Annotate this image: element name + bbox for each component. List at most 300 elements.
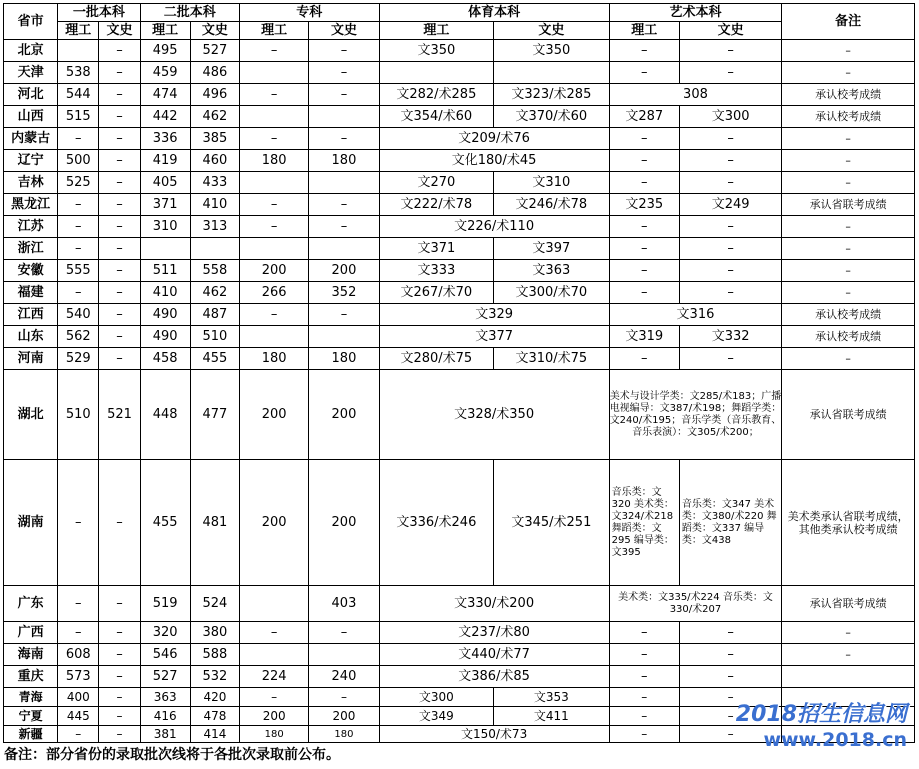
cell-p: 安徽 (4, 260, 58, 282)
table-row (4, 260, 915, 282)
table-row (4, 194, 915, 216)
cell-b2l: 527 (190, 40, 239, 62)
cell-as: – (609, 62, 679, 84)
cell-p: 吉林 (4, 172, 58, 194)
cell-b2s: 419 (140, 150, 190, 172)
cell-b2l: 420 (190, 688, 239, 707)
table-row (4, 128, 915, 150)
cell-p: 山西 (4, 106, 58, 128)
cell-al: 文249 (679, 194, 781, 216)
cell-spl: 文353 (494, 688, 610, 707)
table-row (4, 216, 915, 238)
cell-b1l: – (99, 586, 140, 622)
cell-al: – (679, 282, 781, 304)
cell-b1l: – (99, 688, 140, 707)
cell-r: – (782, 40, 915, 62)
cell-b1s: 540 (58, 304, 99, 326)
cell-zs: 200 (240, 370, 309, 460)
header-province: 省市 (4, 4, 58, 40)
cell-al: – (679, 726, 781, 743)
cell-b2s: 474 (140, 84, 190, 106)
cell-b1s (58, 40, 99, 62)
cell-b1l: – (99, 62, 140, 84)
header-science: 理工 (379, 22, 493, 40)
header-batch2: 二批本科 (140, 4, 239, 22)
cell-b1s: 445 (58, 707, 99, 726)
cell-as: – (609, 707, 679, 726)
cell-p: 青海 (4, 688, 58, 707)
header-remark: 备注 (782, 4, 915, 40)
cell-b1s: – (58, 194, 99, 216)
header-liberal: 文史 (99, 22, 140, 40)
cell-r: 承认校考成绩 (782, 84, 915, 106)
cell-sp: 文237/术80 (379, 622, 609, 644)
cell-as: 文235 (609, 194, 679, 216)
cell-al: 文300 (679, 106, 781, 128)
cell-zl: 403 (309, 586, 379, 622)
cell-b2s: 511 (140, 260, 190, 282)
cell-a: 308 (609, 84, 782, 106)
cell-al: – (679, 128, 781, 150)
cell-r: – (782, 348, 915, 370)
cell-p: 广西 (4, 622, 58, 644)
cell-zs: – (240, 688, 309, 707)
cell-p: 江苏 (4, 216, 58, 238)
cell-al: – (679, 348, 781, 370)
cell-b1l: – (99, 128, 140, 150)
watermark-url: www.2018.cn (763, 729, 907, 751)
cell-b1s: – (58, 586, 99, 622)
cell-b1l: – (99, 348, 140, 370)
cell-r: 承认省联考成绩 (782, 370, 915, 460)
cell-b2l: 481 (190, 460, 239, 586)
table-row (4, 106, 915, 128)
cell-b2s: 320 (140, 622, 190, 644)
cell-spl: 文370/术60 (494, 106, 610, 128)
cell-b1l: – (99, 622, 140, 644)
cell-al: – (679, 707, 781, 726)
cell-a: 美术与设计学类：文285/术183；广播电视编导：文387/术198；舞蹈学类：文240/术195；音乐学类（音乐教育、音乐表演）：文305/术200； (609, 370, 782, 460)
cell-b2l: 313 (190, 216, 239, 238)
cell-as: – (609, 644, 679, 666)
cell-b1l: – (99, 84, 140, 106)
cell-spl (494, 62, 610, 84)
cell-b1l: – (99, 707, 140, 726)
cell-al: 文332 (679, 326, 781, 348)
cell-as: – (609, 128, 679, 150)
cell-b2l: 385 (190, 128, 239, 150)
cell-b1s: 555 (58, 260, 99, 282)
cell-p: 浙江 (4, 238, 58, 260)
cell-b2s: 459 (140, 62, 190, 84)
cell-al: – (679, 216, 781, 238)
cell-b1s: – (58, 726, 99, 743)
cell-b2s: 336 (140, 128, 190, 150)
header-sports: 体育本科 (379, 4, 609, 22)
cell-sps: 文280/术75 (379, 348, 493, 370)
cell-al: – (679, 688, 781, 707)
cell-zs (240, 238, 309, 260)
cell-b2s: 455 (140, 460, 190, 586)
cell-zl: 200 (309, 460, 379, 586)
cell-b1s: 400 (58, 688, 99, 707)
cell-b1s: 562 (58, 326, 99, 348)
cell-p: 北京 (4, 40, 58, 62)
cell-al: – (679, 622, 781, 644)
cell-b2s: 442 (140, 106, 190, 128)
cell-zs: 266 (240, 282, 309, 304)
cell-zl: – (309, 622, 379, 644)
cell-sps: 文336/术246 (379, 460, 493, 586)
table-row (4, 460, 915, 586)
cell-zl (309, 106, 379, 128)
cell-p: 内蒙古 (4, 128, 58, 150)
cell-spl: 文397 (494, 238, 610, 260)
cell-sps: 文349 (379, 707, 493, 726)
header-science: 理工 (240, 22, 309, 40)
cell-b1l: – (99, 726, 140, 743)
cell-zl: 240 (309, 666, 379, 688)
cell-p: 福建 (4, 282, 58, 304)
cell-as: 文319 (609, 326, 679, 348)
cell-r: 承认省联考成绩 (782, 586, 915, 622)
cell-b1l: – (99, 666, 140, 688)
cell-sps (379, 62, 493, 84)
cell-p: 重庆 (4, 666, 58, 688)
header-science: 理工 (609, 22, 679, 40)
cell-spl: 文345/术251 (494, 460, 610, 586)
table-row (4, 586, 915, 622)
cell-r: – (782, 128, 915, 150)
cell-zl: – (309, 84, 379, 106)
cell-zl: – (309, 128, 379, 150)
cell-b1l: – (99, 216, 140, 238)
cell-b1s: – (58, 216, 99, 238)
cell-as: 文287 (609, 106, 679, 128)
cell-spl: 文310/术75 (494, 348, 610, 370)
cell-zl: 200 (309, 707, 379, 726)
cell-r: – (782, 644, 915, 666)
header-science: 理工 (58, 22, 99, 40)
table-row (4, 326, 915, 348)
table-row (4, 62, 915, 84)
cell-zs (240, 586, 309, 622)
footnote: 备注：部分省份的录取批次线将于各批次录取前公布。 (4, 747, 340, 763)
table-row (4, 40, 915, 62)
cell-sp: 文386/术85 (379, 666, 609, 688)
cell-b2l: 380 (190, 622, 239, 644)
table-row (4, 150, 915, 172)
cell-zl: – (309, 216, 379, 238)
table-row (4, 666, 915, 688)
cell-b2s (140, 238, 190, 260)
cell-b2s: 490 (140, 326, 190, 348)
cell-b1s: – (58, 282, 99, 304)
cell-b2s: 490 (140, 304, 190, 326)
cell-as: – (609, 238, 679, 260)
cell-b2l: 410 (190, 194, 239, 216)
cell-as: – (609, 40, 679, 62)
header-liberal: 文史 (309, 22, 379, 40)
cell-sp: 文化180/术45 (379, 150, 609, 172)
cell-b2s: 448 (140, 370, 190, 460)
cell-as: – (609, 172, 679, 194)
cell-zs: 180 (240, 150, 309, 172)
cell-spl: 文350 (494, 40, 610, 62)
cell-p: 广东 (4, 586, 58, 622)
cell-b1l: – (99, 194, 140, 216)
cell-zl: – (309, 40, 379, 62)
cell-sps: 文371 (379, 238, 493, 260)
cell-b1s: – (58, 128, 99, 150)
cell-zl (309, 238, 379, 260)
cell-zs: – (240, 84, 309, 106)
cell-zs: – (240, 40, 309, 62)
cell-r: – (782, 62, 915, 84)
cell-p: 新疆 (4, 726, 58, 743)
cell-a: 文316 (609, 304, 782, 326)
header-zhuanke: 专科 (240, 4, 380, 22)
cell-spl: 文363 (494, 260, 610, 282)
cell-b2l: 510 (190, 326, 239, 348)
cell-p: 海南 (4, 644, 58, 666)
cell-b2l: 433 (190, 172, 239, 194)
cell-sps: 文282/术285 (379, 84, 493, 106)
cell-r: 承认省联考成绩 (782, 194, 915, 216)
cell-al: – (679, 260, 781, 282)
cell-p: 湖北 (4, 370, 58, 460)
cell-al: – (679, 238, 781, 260)
cell-b1s: 525 (58, 172, 99, 194)
table-row (4, 84, 915, 106)
cell-zl (309, 172, 379, 194)
cell-sp: 文150/术73 (379, 726, 609, 743)
cell-b1s: 608 (58, 644, 99, 666)
cell-zs: 180 (240, 348, 309, 370)
cell-b1s: 529 (58, 348, 99, 370)
cell-zl: – (309, 194, 379, 216)
cell-b2s: 410 (140, 282, 190, 304)
cell-zl: 200 (309, 370, 379, 460)
cell-al: – (679, 150, 781, 172)
cell-b1l: – (99, 304, 140, 326)
cell-zs: 200 (240, 460, 309, 586)
cell-sp: 文330/术200 (379, 586, 609, 622)
cell-b2l: 486 (190, 62, 239, 84)
cell-sp: 文377 (379, 326, 609, 348)
table-row (4, 644, 915, 666)
cell-b1s: – (58, 460, 99, 586)
cell-as: – (609, 688, 679, 707)
cell-b1l: – (99, 106, 140, 128)
cell-b2l: 558 (190, 260, 239, 282)
cell-b1s: 515 (58, 106, 99, 128)
cell-p: 宁夏 (4, 707, 58, 726)
cell-sps: 文350 (379, 40, 493, 62)
cell-b1l: – (99, 150, 140, 172)
cell-zs: 200 (240, 707, 309, 726)
cell-zl (309, 326, 379, 348)
cell-zl: 180 (309, 726, 379, 743)
cell-sps: 文222/术78 (379, 194, 493, 216)
cell-al: – (679, 172, 781, 194)
cell-b2l: 414 (190, 726, 239, 743)
cell-zs: – (240, 128, 309, 150)
cell-sps: 文267/术70 (379, 282, 493, 304)
cell-b2l: 487 (190, 304, 239, 326)
cell-sps: 文333 (379, 260, 493, 282)
cell-r: – (782, 622, 915, 644)
cell-zs: – (240, 622, 309, 644)
cell-zl: 352 (309, 282, 379, 304)
cell-as: – (609, 622, 679, 644)
cell-b2s: 381 (140, 726, 190, 743)
cell-p: 山东 (4, 326, 58, 348)
cell-al: – (679, 62, 781, 84)
cell-b2l: 462 (190, 282, 239, 304)
cell-r: 承认校考成绩 (782, 326, 915, 348)
cell-r: 承认校考成绩 (782, 106, 915, 128)
cell-b2s: 527 (140, 666, 190, 688)
table-row (4, 622, 915, 644)
cell-spl: 文300/术70 (494, 282, 610, 304)
cell-zl: – (309, 304, 379, 326)
cell-b1l: 521 (99, 370, 140, 460)
cell-b2s: 495 (140, 40, 190, 62)
cell-al: 音乐类：文347 美术类：文380/术220 舞蹈类：文337 编导类：文438 (679, 460, 781, 586)
cell-zs: – (240, 216, 309, 238)
cell-r: 美术类承认省联考成绩，其他类承认校考成绩 (782, 460, 915, 586)
cell-zl: 180 (309, 150, 379, 172)
cell-b1s: 538 (58, 62, 99, 84)
cell-spl: 文310 (494, 172, 610, 194)
cell-b1l: – (99, 260, 140, 282)
cell-b1s: – (58, 622, 99, 644)
cell-b1s: 500 (58, 150, 99, 172)
admission-score-table (3, 3, 915, 743)
cell-spl: 文246/术78 (494, 194, 610, 216)
cell-r: – (782, 238, 915, 260)
cell-b2s: 371 (140, 194, 190, 216)
header-science: 理工 (140, 22, 190, 40)
cell-sps: 文270 (379, 172, 493, 194)
cell-zs: – (240, 194, 309, 216)
table-row (4, 172, 915, 194)
cell-p: 河北 (4, 84, 58, 106)
table-row (4, 238, 915, 260)
cell-b1l: – (99, 326, 140, 348)
header-arts: 艺术本科 (609, 4, 782, 22)
cell-zs: 180 (240, 726, 309, 743)
cell-p: 天津 (4, 62, 58, 84)
header-liberal: 文史 (679, 22, 781, 40)
table-row (4, 370, 915, 460)
table-row (4, 282, 915, 304)
cell-r: – (782, 150, 915, 172)
cell-b2l: 496 (190, 84, 239, 106)
cell-as: – (609, 666, 679, 688)
cell-sp: 文328/术350 (379, 370, 609, 460)
cell-b1s: – (58, 238, 99, 260)
cell-p: 辽宁 (4, 150, 58, 172)
cell-r: – (782, 172, 915, 194)
cell-r: – (782, 216, 915, 238)
cell-spl: 文323/术285 (494, 84, 610, 106)
cell-zs (240, 172, 309, 194)
cell-r: – (782, 260, 915, 282)
cell-b2l: 462 (190, 106, 239, 128)
site-watermark (736, 702, 907, 752)
cell-al: – (679, 666, 781, 688)
cell-zl: 180 (309, 348, 379, 370)
cell-b1l: – (99, 40, 140, 62)
cell-p: 河南 (4, 348, 58, 370)
cell-b1l: – (99, 238, 140, 260)
cell-b1s: 573 (58, 666, 99, 688)
cell-b1s: 510 (58, 370, 99, 460)
cell-b2s: 546 (140, 644, 190, 666)
cell-b2s: 458 (140, 348, 190, 370)
cell-al: – (679, 644, 781, 666)
cell-sps: 文354/术60 (379, 106, 493, 128)
table-row (4, 304, 915, 326)
cell-zl: – (309, 62, 379, 84)
header-batch1: 一批本科 (58, 4, 140, 22)
cell-sp: 文440/术77 (379, 644, 609, 666)
cell-b2l: 524 (190, 586, 239, 622)
cell-b2l: 477 (190, 370, 239, 460)
cell-b2l: 588 (190, 644, 239, 666)
cell-zs (240, 62, 309, 84)
cell-as: – (609, 150, 679, 172)
cell-r: 承认校考成绩 (782, 304, 915, 326)
cell-b2s: 363 (140, 688, 190, 707)
cell-p: 江西 (4, 304, 58, 326)
cell-sps: 文300 (379, 688, 493, 707)
cell-as: – (609, 260, 679, 282)
cell-zs: – (240, 304, 309, 326)
cell-as: – (609, 282, 679, 304)
cell-b2l: 455 (190, 348, 239, 370)
cell-b2s: 519 (140, 586, 190, 622)
cell-zs (240, 106, 309, 128)
cell-as: – (609, 348, 679, 370)
cell-sp: 文209/术76 (379, 128, 609, 150)
cell-zs (240, 326, 309, 348)
cell-b1l: – (99, 172, 140, 194)
cell-b1l: – (99, 460, 140, 586)
cell-b2l (190, 238, 239, 260)
cell-a: 美术类：文335/术224 音乐类：文330/术207 (609, 586, 782, 622)
cell-r (782, 666, 915, 688)
cell-b2l: 478 (190, 707, 239, 726)
cell-as: 音乐类：文320 美术类：文324/术218 舞蹈类：文295 编导类：文395 (609, 460, 679, 586)
cell-zs: 224 (240, 666, 309, 688)
cell-p: 湖南 (4, 460, 58, 586)
cell-b2s: 416 (140, 707, 190, 726)
cell-b2s: 310 (140, 216, 190, 238)
cell-b2l: 460 (190, 150, 239, 172)
cell-b1s: 544 (58, 84, 99, 106)
cell-as: – (609, 216, 679, 238)
cell-al: – (679, 40, 781, 62)
cell-zl: 200 (309, 260, 379, 282)
cell-zl (309, 644, 379, 666)
header-liberal: 文史 (190, 22, 239, 40)
cell-r: – (782, 282, 915, 304)
watermark-title: 2018招生信息网 (735, 702, 907, 727)
table-row (4, 348, 915, 370)
